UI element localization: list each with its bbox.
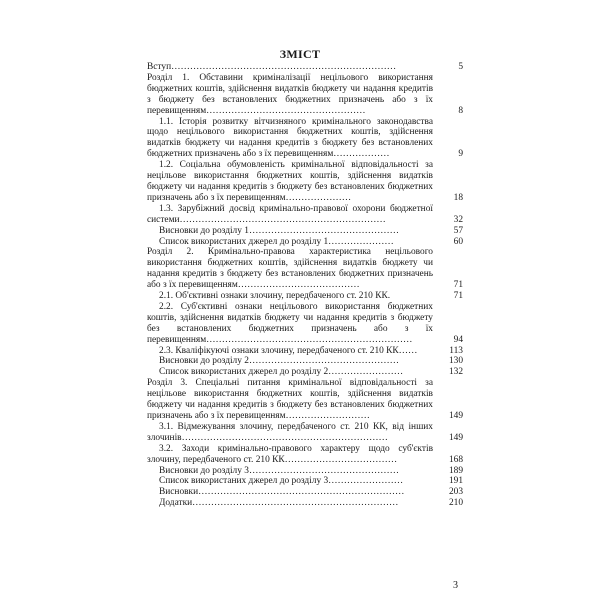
toc-entry-text: 3.1. Відмежування злочину, передбаченого ст. 210 КК, від інших злочинів………………………………………………………… bbox=[147, 421, 433, 443]
toc-entry-page: 203 bbox=[448, 487, 463, 498]
toc-entry-text: Висновки до розділу 2………………………………………… bbox=[159, 356, 399, 367]
toc-entry-page: 18 bbox=[453, 192, 463, 203]
toc-entry-text: Висновки до розділу 1………………………………………… bbox=[159, 225, 399, 236]
toc-entry-text: Список використаних джерел до розділу 2…………………… bbox=[159, 367, 404, 378]
toc-entry-text: 2.1. Об'єктивні ознаки злочину, передбаченого ст. 210 КК. bbox=[159, 291, 391, 302]
toc-entry-page: 191 bbox=[448, 476, 463, 487]
table-of-contents bbox=[147, 62, 463, 509]
toc-entry-text: Вступ……………………………………………………………… bbox=[147, 62, 397, 72]
toc-entry-page: 149 bbox=[448, 411, 463, 421]
toc-entry-page: 32 bbox=[453, 214, 463, 225]
toc-entry-intro bbox=[147, 62, 463, 73]
toc-entry-references-1 bbox=[147, 237, 463, 248]
toc-entry-conclusions-3 bbox=[147, 466, 463, 477]
toc-entry-section-2-2 bbox=[147, 302, 463, 346]
toc-entry-page: 9 bbox=[458, 149, 463, 160]
toc-entry-section-3-1 bbox=[147, 422, 463, 444]
toc-entry-page: 5 bbox=[458, 62, 463, 72]
toc-entry-text: Додатки………………………………………………………… bbox=[159, 498, 399, 509]
toc-entry-section-1-1 bbox=[147, 117, 463, 161]
toc-entry-page: 113 bbox=[449, 345, 463, 356]
toc-entry-text: Розділ 3. Спеціальні питання кримінальної відповідальності за нецільове використання бюджетних коштів, здійснення видатків бюджету чи надання кредитів з бюджету без встановлених бюджетних призначень або з їх перевищенням……………………… bbox=[147, 378, 433, 421]
toc-entry-text: Висновки до розділу 3………………………………………… bbox=[159, 465, 399, 476]
toc-entry-page: 8 bbox=[458, 105, 463, 116]
toc-entry-section-3-2 bbox=[147, 444, 463, 466]
page-number: 3 bbox=[453, 580, 458, 591]
toc-entry-page: 71 bbox=[453, 291, 463, 302]
toc-entry-conclusions bbox=[147, 487, 463, 498]
toc-entry-appendices bbox=[147, 498, 463, 509]
toc-entry-text: 3.2. Заходи кримінально-правового характеру щодо суб'єктів злочину, передбаченого ст. 210 КК……………………………… bbox=[147, 443, 433, 465]
toc-entry-page: 57 bbox=[453, 225, 463, 236]
toc-entry-section-1-2 bbox=[147, 160, 463, 204]
toc-entry-conclusions-1 bbox=[147, 226, 463, 237]
toc-entry-section-1-3 bbox=[147, 204, 463, 226]
toc-entry-page: 168 bbox=[448, 454, 463, 465]
toc-entry-text: Висновки………………………………………………………… bbox=[159, 487, 405, 498]
toc-entry-text: 2.2. Суб'єктивні ознаки нецільового використання бюджетних коштів, здійснення видатків бюджету чи надання кредитів з бюджету без встановлених бюджетних призначень або з їх перевищенням………………………………………………………… bbox=[147, 301, 433, 345]
toc-entry-references-2 bbox=[147, 367, 463, 378]
toc-entry-chapter-1 bbox=[147, 73, 463, 117]
toc-entry-chapter-2 bbox=[147, 247, 463, 291]
toc-entry-section-2-3 bbox=[147, 346, 463, 357]
toc-entry-text: 1.2. Соціальна обумовленість кримінальної відповідальності за нецільове використання бюджетних коштів, здійснення видатків бюджету чи надання кредитів з бюджету без встановлених бюджетних призначень або з їх перевищенням………………… bbox=[147, 160, 433, 203]
toc-entry-references-3 bbox=[147, 476, 463, 487]
toc-entry-text: Розділ 2. Кримінально-правова характеристика нецільового використання бюджетних коштів, здійснення видатків бюджету чи надання кредитів з бюджету без встановлених бюджетних призначень або з їх перевищенням………………………………… bbox=[147, 247, 433, 291]
toc-entry-chapter-3 bbox=[147, 378, 463, 422]
toc-entry-page: 132 bbox=[448, 367, 463, 378]
toc-entry-page: 189 bbox=[448, 465, 463, 476]
document-title: ЗМІСТ bbox=[279, 47, 321, 61]
toc-entry-page: 210 bbox=[448, 498, 463, 509]
toc-entry-page: 60 bbox=[453, 236, 463, 247]
toc-entry-text: Список використаних джерел до розділу 1………………… bbox=[159, 236, 394, 247]
toc-entry-page: 149 bbox=[448, 432, 463, 443]
toc-entry-text: Розділ 1. Обставини криміналізації нецільового використання бюджетних коштів, здійснення видатків бюджету чи надання кредитів з бюджету без встановлених бюджетних призначень або з їх перевищенням…………………………………………… bbox=[147, 72, 433, 116]
toc-entry-text: Список використаних джерел до розділу 3…………………… bbox=[159, 476, 404, 487]
toc-entry-text: 1.3. Зарубіжний досвід кримінально-правової охорони бюджетної системи………………………………………………………… bbox=[147, 203, 433, 225]
toc-entry-page: 130 bbox=[448, 356, 463, 367]
toc-entry-section-2-1 bbox=[147, 291, 463, 302]
toc-entry-conclusions-2 bbox=[147, 356, 463, 367]
toc-entry-text: 2.3. Кваліфікуючі ознаки злочину, передбаченого ст. 210 КК…… bbox=[159, 345, 418, 356]
toc-entry-text: 1.1. Історія розвитку вітчизняного кримінального законодавства щодо нецільового використання бюджетних коштів, здійснення видатків бюджету чи надання кредитів з бюджету без встановлених бюджетних призначень або з їх перевищенням……………… bbox=[147, 116, 433, 160]
toc-entry-page: 94 bbox=[453, 334, 463, 345]
toc-entry-page: 71 bbox=[453, 280, 463, 291]
